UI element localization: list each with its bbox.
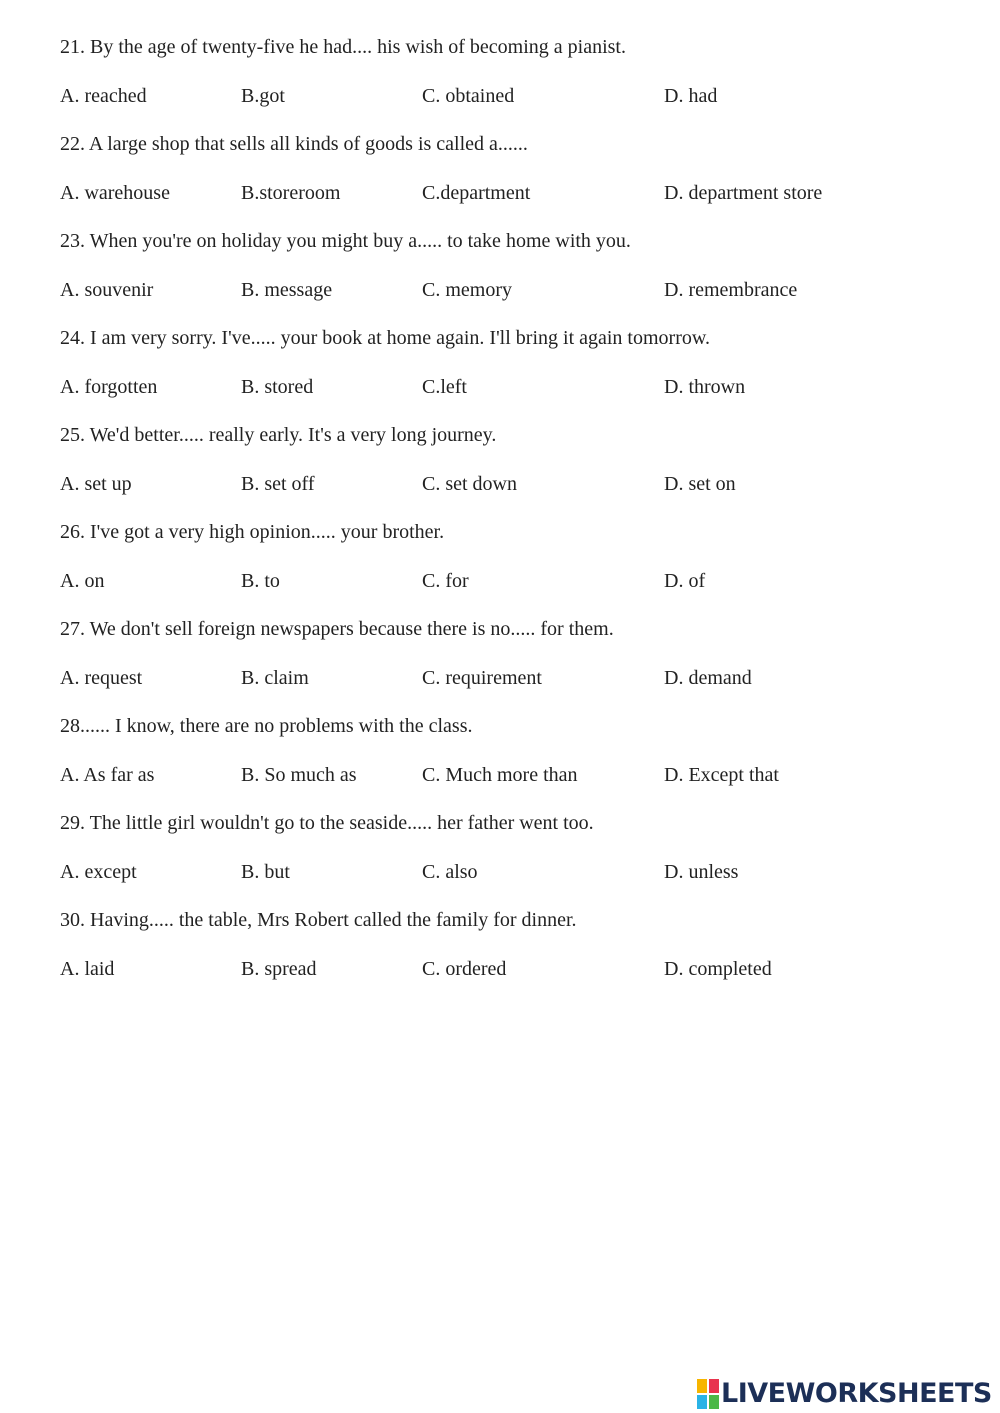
- option-c[interactable]: C.department: [422, 182, 531, 204]
- option-c[interactable]: C. also: [422, 861, 478, 883]
- question-text: 30. Having..... the table, Mrs Robert called the family for dinner.: [60, 909, 577, 931]
- question-29: [60, 806, 960, 903]
- option-b[interactable]: B. spread: [241, 958, 317, 980]
- question-27: [60, 612, 960, 709]
- option-b[interactable]: B. stored: [241, 376, 314, 398]
- option-a[interactable]: A. reached: [60, 85, 147, 107]
- question-text: 26. I've got a very high opinion..... your brother.: [60, 521, 445, 543]
- option-b[interactable]: B. So much as: [241, 764, 357, 786]
- option-b[interactable]: B.got: [241, 85, 285, 107]
- option-a[interactable]: A. request: [60, 667, 143, 689]
- question-28: [60, 709, 960, 806]
- option-a[interactable]: A. except: [60, 861, 137, 883]
- option-b[interactable]: B. to: [241, 570, 280, 592]
- question-26: [60, 515, 960, 612]
- option-c[interactable]: C. obtained: [422, 85, 515, 107]
- option-d[interactable]: D. remembrance: [664, 279, 798, 301]
- question-text: 21. By the age of twenty-five he had.... his wish of becoming a pianist.: [60, 36, 626, 58]
- option-d[interactable]: D. had: [664, 85, 718, 107]
- question-text: 23. When you're on holiday you might buy a..... to take home with you.: [60, 230, 631, 252]
- option-a[interactable]: A. As far as: [60, 764, 155, 786]
- option-a[interactable]: A. laid: [60, 958, 115, 980]
- option-d[interactable]: D. of: [664, 570, 706, 592]
- answer-options: [60, 956, 960, 982]
- option-c[interactable]: C. for: [422, 570, 469, 592]
- question-text: 22. A large shop that sells all kinds of goods is called a......: [60, 133, 528, 155]
- option-b[interactable]: B. but: [241, 861, 290, 883]
- question-25: [60, 418, 960, 515]
- question-text: 29. The little girl wouldn't go to the seaside..... her father went too.: [60, 812, 594, 834]
- option-c[interactable]: C.left: [422, 376, 467, 398]
- question-30: [60, 903, 960, 1000]
- logo-block-blue: [697, 1395, 707, 1409]
- option-a[interactable]: A. souvenir: [60, 279, 154, 301]
- brand-wordmark: LIVEWORKSHEETS: [721, 1378, 992, 1409]
- option-c[interactable]: C. ordered: [422, 958, 507, 980]
- answer-options: [60, 568, 960, 594]
- logo-block-yellow: [697, 1379, 707, 1393]
- option-d[interactable]: D. thrown: [664, 376, 746, 398]
- answer-options: [60, 83, 960, 109]
- question-24: [60, 321, 960, 418]
- option-b[interactable]: B.storeroom: [241, 182, 341, 204]
- option-c[interactable]: C. requirement: [422, 667, 542, 689]
- option-d[interactable]: D. completed: [664, 958, 772, 980]
- liveworksheets-logo-icon: [697, 1379, 719, 1409]
- answer-options: [60, 277, 960, 303]
- logo-block-green: [709, 1395, 719, 1409]
- option-a[interactable]: A. set up: [60, 473, 132, 495]
- option-d[interactable]: D. Except that: [664, 764, 779, 786]
- question-23: [60, 224, 960, 321]
- answer-options: [60, 762, 960, 788]
- liveworksheets-brand: [697, 1377, 992, 1411]
- question-21: [60, 30, 960, 127]
- option-d[interactable]: D. set on: [664, 473, 736, 495]
- answer-options: [60, 471, 960, 497]
- question-text: 24. I am very sorry. I've..... your book at home again. I'll bring it again tomorrow.: [60, 327, 711, 349]
- option-d[interactable]: D. unless: [664, 861, 739, 883]
- question-text: 27. We don't sell foreign newspapers because there is no..... for them.: [60, 618, 614, 640]
- option-c[interactable]: C. Much more than: [422, 764, 578, 786]
- option-b[interactable]: B. message: [241, 279, 333, 301]
- option-c[interactable]: C. set down: [422, 473, 517, 495]
- answer-options: [60, 665, 960, 691]
- option-c[interactable]: C. memory: [422, 279, 512, 301]
- question-text: 25. We'd better..... really early. It's a very long journey.: [60, 424, 497, 446]
- option-a[interactable]: A. forgotten: [60, 376, 158, 398]
- logo-block-red: [709, 1379, 719, 1393]
- option-a[interactable]: A. warehouse: [60, 182, 170, 204]
- worksheet: [60, 30, 960, 1000]
- question-text: 28...... I know, there are no problems with the class.: [60, 715, 473, 737]
- option-d[interactable]: D. demand: [664, 667, 752, 689]
- option-b[interactable]: B. set off: [241, 473, 315, 495]
- answer-options: [60, 374, 960, 400]
- option-a[interactable]: A. on: [60, 570, 105, 592]
- answer-options: [60, 859, 960, 885]
- option-d[interactable]: D. department store: [664, 182, 823, 204]
- question-22: [60, 127, 960, 224]
- answer-options: [60, 180, 960, 206]
- option-b[interactable]: B. claim: [241, 667, 309, 689]
